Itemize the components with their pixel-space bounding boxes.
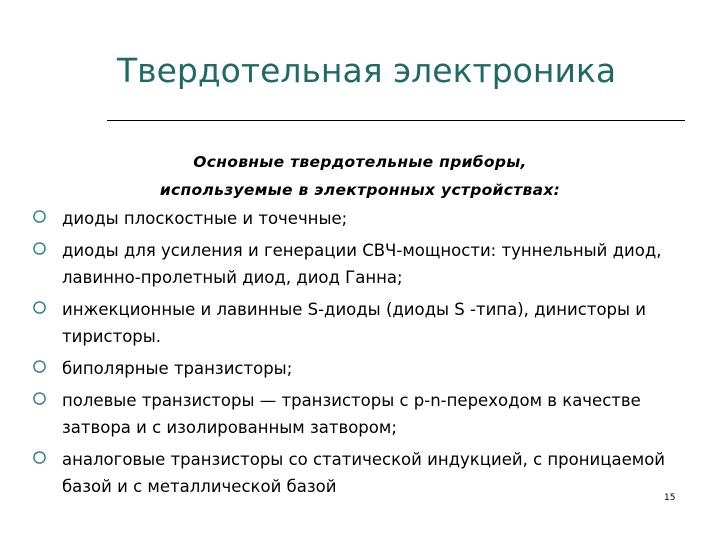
bullet-list [26,205,686,505]
hollow-circle-icon [32,300,47,315]
hollow-circle-icon [32,209,47,224]
bullet-text: полевые транзисторы — транзисторы с p-n-переходом в качестве затвора и с изолированным затвором; [62,391,641,437]
title-divider [107,120,685,121]
bullet-text: биполярные транзисторы; [62,359,293,378]
bullet-item [26,205,686,232]
bullet-item [26,355,686,382]
slide-title: Твердотельная электроника [117,51,617,90]
hollow-circle-icon [32,391,47,406]
hollow-circle-icon [32,359,47,374]
bullet-item [26,446,686,500]
bullet-item [26,296,686,350]
bullet-text: аналоговые транзисторы со статической индукцией, с проницаемой базой и с металлической базой [62,450,666,496]
subtitle-line-1: Основные твердотельные приборы, [193,153,527,171]
page-number: 15 [664,493,676,503]
subtitle-line-2: используемые в электронных устройствах: [159,181,561,199]
bullet-text: диоды для усиления и генерации СВЧ-мощности: туннельный диод, лавинно-пролетный диод, диод Ганна; [62,241,662,287]
bullet-item [26,237,686,291]
bullet-text: инжекционные и лавинные S-диоды (диоды S -типа), динисторы и тиристоры. [62,300,647,346]
hollow-circle-icon [32,450,47,465]
bullet-item [26,387,686,441]
bullet-text: диоды плоскостные и точечные; [62,209,348,228]
hollow-circle-icon [32,241,47,256]
